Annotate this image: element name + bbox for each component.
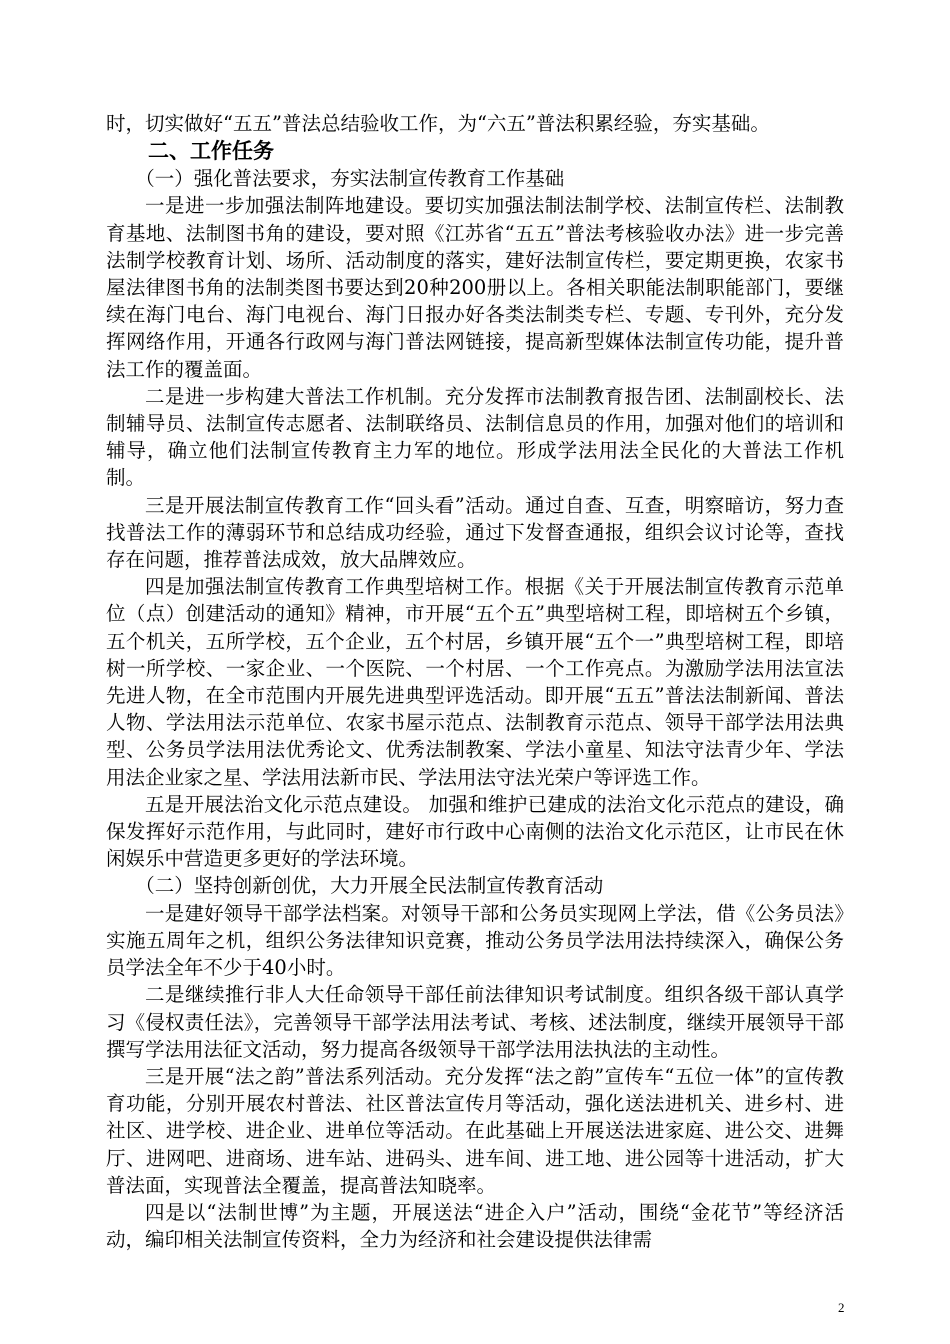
document-body xyxy=(106,110,844,1253)
page-number: 2 xyxy=(838,1300,845,1315)
paragraph-continuation: 时，切实做好“五五”普法总结验收工作，为“六五”普法积累经验，夯实基础。 xyxy=(106,112,770,135)
section-heading: 二、工作任务 xyxy=(148,139,274,164)
subsection-heading: （一）强化普法要求，夯实法制宣传教育工作基础 xyxy=(135,167,565,191)
paragraph: 二是进一步构建大普法工作机制。充分发挥市法制教育报告团、法制副校长、法制辅导员、法制宣传志愿者、法制联络员、法制信息员的作用，加强对他们的培训和辅导，确立他们法制宣传教育主力军的地位。形成学法用法全民化的大普法工作机制。 xyxy=(106,384,844,490)
paragraph: 一是进一步加强法制阵地建设。要切实加强法制法制学校、法制宣传栏、法制教育基地、法制图书角的建设，要对照《江苏省“五五”普法考核验收办法》进一步完善法制学校教育计划、场所、活动制度的落实，建好法制宣传栏，要定期更换，农家书屋法律图书角的法制类图书要达到20种200册以上。各相关职能法制职能部门，要继续在海门电台、海门电视台、海门日报办好各类法制类专栏、专题、专刊外，充分发挥网络作用，开通各行政网与海门普法网链接，提高新型媒体法制宣传功能，提升普法工作的覆盖面。 xyxy=(106,194,844,381)
paragraph: 四是加强法制宣传教育工作典型培树工作。根据《关于开展法制宣传教育示范单位（点）创建活动的通知》精神，市开展“五个五”典型培树工程，即培树五个乡镇，五个机关，五所学校，五个企业，五个村居，乡镇开展“五个一”典型培树工程，即培树一所学校、一家企业、一个医院、一个村居、一个工作亮点。为激励学法用法宣法先进人物，在全市范围内开展先进典型评选活动。即开展“五五”普法法制新闻、普法人物、学法用法示范单位、农家书屋示范点、法制教育示范点、领导干部学法用法典型、公务员学法用法优秀论文、优秀法制教案、学法小童星、知法守法青少年、学法用法企业家之星、学法用法新市民、学法用法守法光荣户等评选工作。 xyxy=(106,575,844,789)
subsection-heading: （二）坚持创新创优，大力开展全民法制宣传教育活动 xyxy=(135,874,604,898)
paragraph: 四是以“法制世博”为主题，开展送法“进企入户”活动，围绕“金花节”等经济活动，编印相关法制宣传资料，全力为经济和社会建设提供法律需 xyxy=(106,1200,844,1252)
paragraph: 三是开展“法之韵”普法系列活动。充分发挥“法之韵”宣传车“五位一体”的宣传教育功能，分别开展农村普法、社区普法宣传月等活动，强化送法进机关、进乡村、进社区、进学校、进企业、进单位等活动。在此基础上开展送法进家庭、进公交、进舞厅、进网吧、进商场、进车站、进码头、进车间、进工地、进公园等十进活动，扩大普法面，实现普法全覆盖，提高普法知晓率。 xyxy=(106,1064,844,1197)
paragraph: 一是建好领导干部学法档案。对领导干部和公务员实现网上学法，借《公务员法》实施五周年之机，组织公务法律知识竞赛，推动公务员学法用法持续深入，确保公务员学法全年不少于40小时。 xyxy=(106,901,844,980)
paragraph: 五是开展法治文化示范点建设。 加强和维护已建成的法治文化示范点的建设，确保发挥好示范作用，与此同时，建好市行政中心南侧的法治文化示范区，让市民在休闲娱乐中营造更多更好的学法环境。 xyxy=(106,792,844,871)
paragraph: 二是继续推行非人大任命领导干部任前法律知识考试制度。组织各级干部认真学习《侵权责任法》，完善领导干部学法用法考试、考核、述法制度，继续开展领导干部撰写学法用法征文活动，努力提高各级领导干部学法用法执法的主动性。 xyxy=(106,983,844,1061)
paragraph: 三是开展法制宣传教育工作“回头看”活动。通过自查、互查，明察暗访，努力查找普法工作的薄弱环节和总结成功经验，通过下发督查通报，组织会议讨论等，查找存在问题，推荐普法成效，放大品牌效应。 xyxy=(106,493,844,572)
